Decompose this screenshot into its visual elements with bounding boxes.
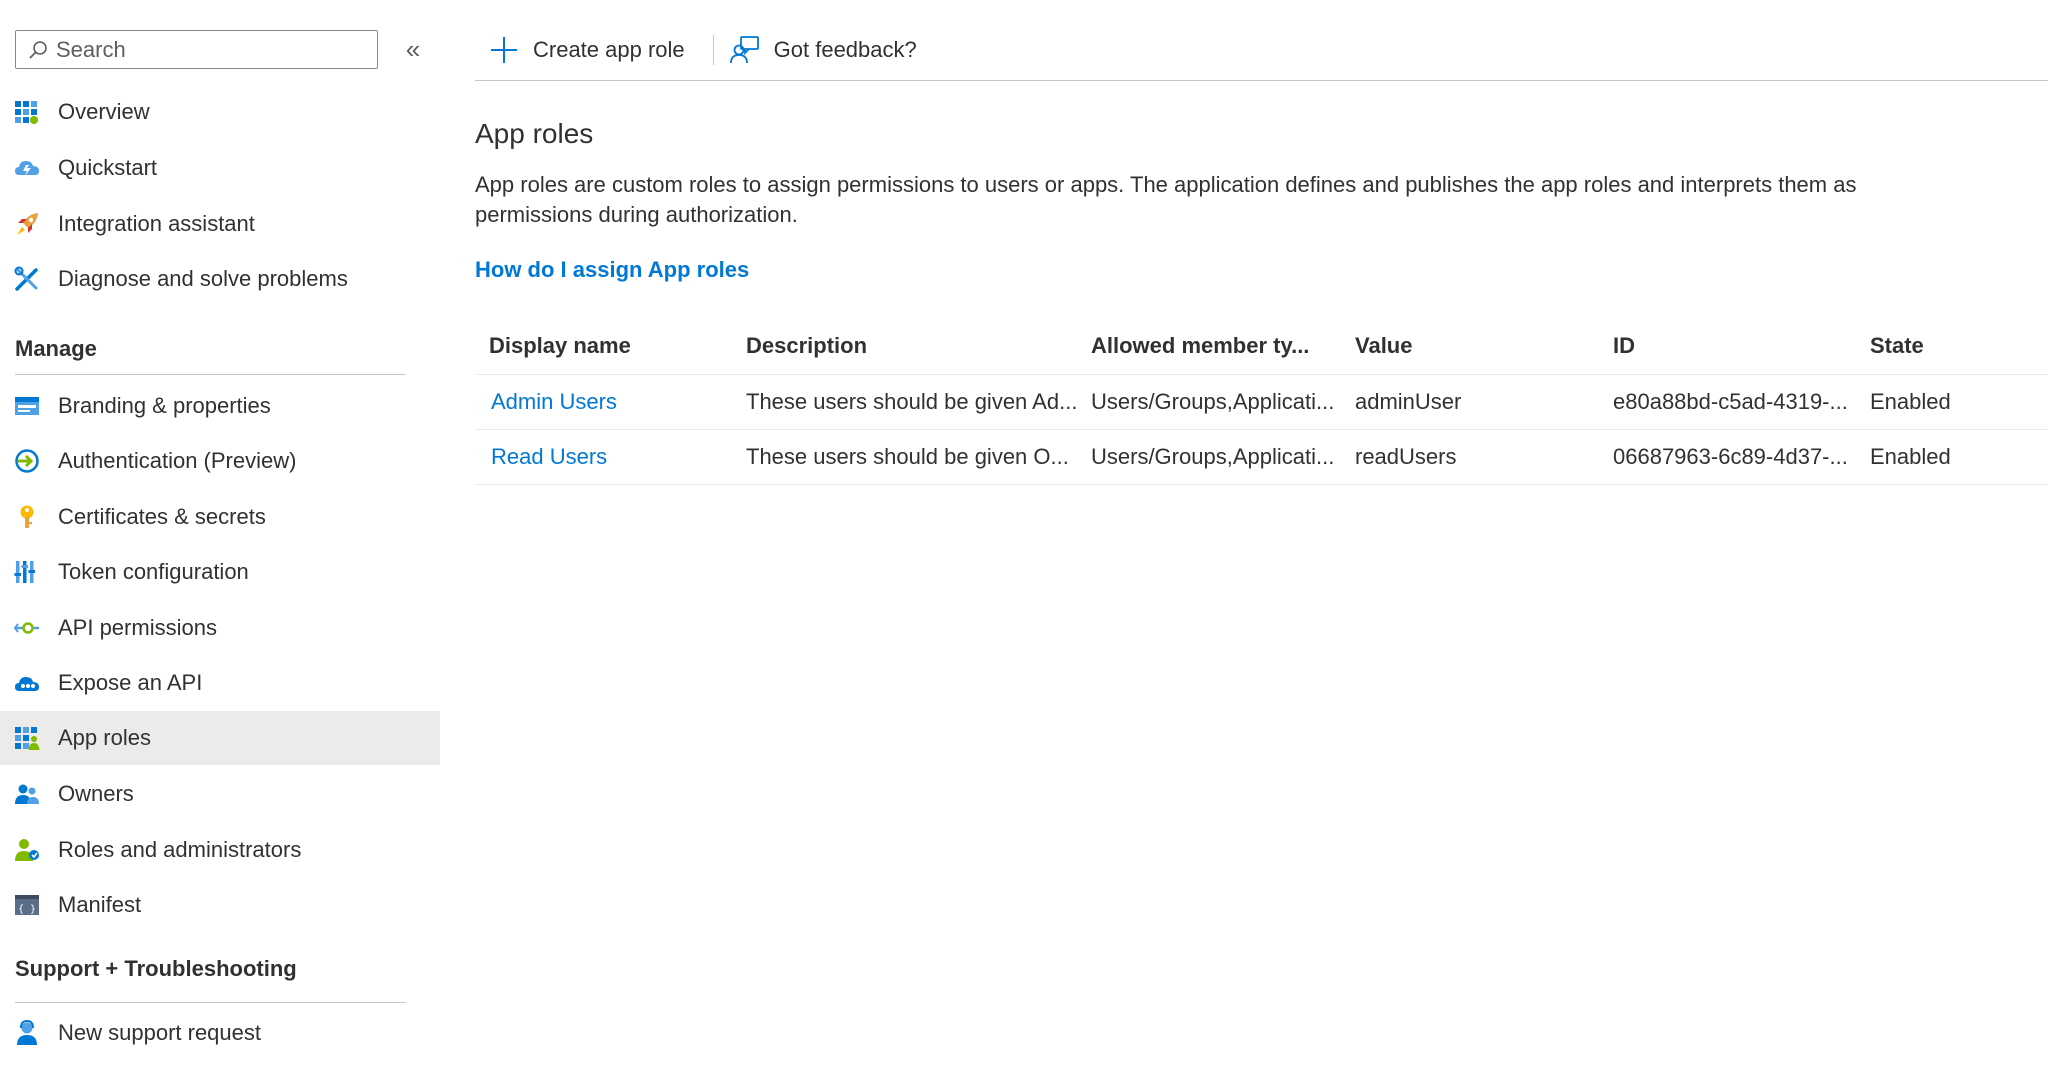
nav-item-expose-api[interactable]: [0, 656, 440, 710]
role-value-cell: adminUser: [1355, 389, 1462, 414]
section-header-manage: Manage: [15, 336, 97, 361]
nav-item-authentication[interactable]: [0, 434, 440, 488]
nav-label: Quickstart: [58, 155, 158, 180]
create-app-role-button[interactable]: [475, 22, 685, 78]
table-header-row: [475, 318, 2048, 375]
role-value-cell: readUsers: [1355, 444, 1457, 469]
nav-item-certificates[interactable]: [0, 490, 440, 544]
authentication-arrow-icon: [14, 448, 40, 474]
nav-label: Token configuration: [58, 559, 249, 584]
nav-item-owners[interactable]: [0, 767, 440, 821]
section-divider: [15, 1002, 406, 1003]
feedback-person-icon: [730, 35, 760, 65]
nav-label: Authentication (Preview): [58, 448, 297, 473]
got-feedback-button[interactable]: [730, 22, 917, 78]
overview-grid-icon: [14, 99, 40, 125]
table-row[interactable]: [475, 375, 2048, 430]
nav-item-manifest[interactable]: [0, 878, 440, 932]
nav-item-diagnose[interactable]: [0, 252, 440, 306]
role-state-cell: Enabled: [1870, 389, 1951, 414]
column-header-state[interactable]: State: [1870, 333, 1924, 358]
search-icon: [28, 40, 48, 60]
token-bars-icon: [14, 559, 40, 585]
role-id-cell: e80a88bd-c5ad-4319-...: [1613, 389, 1848, 414]
left-nav: [0, 0, 440, 1081]
create-app-role-label: Create app role: [533, 37, 685, 62]
role-member-types-cell: Users/Groups,Applicati...: [1091, 389, 1335, 414]
section-header-support: Support + Troubleshooting: [15, 956, 297, 981]
rocket-icon: [14, 211, 40, 237]
nav-item-app-roles[interactable]: [0, 711, 440, 765]
search-box[interactable]: [15, 30, 378, 69]
plus-icon: [489, 35, 519, 65]
api-permissions-icon: [14, 615, 40, 641]
app-roles-table: [475, 318, 2048, 485]
nav-label: App roles: [58, 725, 151, 750]
roles-person-icon: [14, 837, 40, 863]
nav-label: Overview: [58, 99, 150, 124]
page-title: App roles: [475, 118, 594, 149]
branding-card-icon: [14, 393, 40, 419]
role-description-cell: These users should be given O...: [746, 444, 1069, 469]
nav-label: Owners: [58, 781, 134, 806]
toolbar-divider: [475, 80, 2048, 81]
role-state-cell: Enabled: [1870, 444, 1951, 469]
column-header-value[interactable]: Value: [1355, 333, 1413, 358]
collapse-sidebar-button[interactable]: «: [405, 34, 421, 64]
quickstart-cloud-icon: [14, 155, 40, 181]
manifest-braces-icon: [14, 892, 40, 918]
nav-item-api-permissions[interactable]: [0, 601, 440, 655]
column-header-allowed-member-types[interactable]: Allowed member ty...: [1091, 333, 1310, 358]
nav-label: Diagnose and solve problems: [58, 266, 348, 291]
column-header-description[interactable]: Description: [746, 333, 868, 358]
table-row[interactable]: [475, 430, 2048, 485]
search-input[interactable]: [56, 37, 377, 63]
nav-item-quickstart[interactable]: [0, 141, 440, 195]
command-bar: [475, 22, 917, 78]
support-person-icon: [14, 1020, 40, 1046]
column-header-display-name[interactable]: Display name: [489, 333, 631, 358]
key-icon: [14, 504, 40, 530]
how-to-assign-app-roles-link[interactable]: How do I assign App roles: [475, 257, 750, 282]
role-member-types-cell: Users/Groups,Applicati...: [1091, 444, 1335, 469]
toolbar-separator: [713, 35, 714, 65]
role-name-link[interactable]: Read Users: [491, 444, 608, 469]
nav-label: New support request: [58, 1020, 261, 1045]
nav-label: Branding & properties: [58, 393, 271, 418]
nav-label: Certificates & secrets: [58, 504, 266, 529]
column-header-id[interactable]: ID: [1613, 333, 1635, 358]
expose-api-cloud-icon: [14, 670, 40, 696]
owners-people-icon: [14, 781, 40, 807]
svg-text:{ }: { }: [17, 904, 37, 915]
nav-item-integration-assistant[interactable]: [0, 197, 440, 251]
page-description: App roles are custom roles to assign permissions to users or apps. The application defines and publishes the app roles and interprets them as permissions during authorization.: [475, 172, 1857, 227]
nav-label: Manifest: [58, 892, 142, 917]
role-description-cell: These users should be given Ad...: [746, 389, 1078, 414]
got-feedback-label: Got feedback?: [773, 37, 917, 62]
role-id-cell: 06687963-6c89-4d37-...: [1613, 444, 1848, 469]
nav-label: Expose an API: [58, 670, 203, 695]
nav-item-token-configuration[interactable]: [0, 545, 440, 599]
nav-item-roles-administrators[interactable]: [0, 823, 440, 877]
section-divider: [15, 374, 406, 375]
nav-item-overview[interactable]: [0, 85, 440, 139]
app-roles-grid-icon: [14, 725, 40, 751]
role-name-link[interactable]: Admin Users: [491, 389, 617, 414]
wrench-screwdriver-icon: [14, 266, 40, 292]
nav-item-new-support-request[interactable]: [0, 1006, 440, 1060]
nav-label: Integration assistant: [58, 211, 255, 236]
nav-label: API permissions: [58, 615, 217, 640]
nav-label: Roles and administrators: [58, 837, 302, 862]
nav-item-branding[interactable]: [0, 379, 440, 433]
